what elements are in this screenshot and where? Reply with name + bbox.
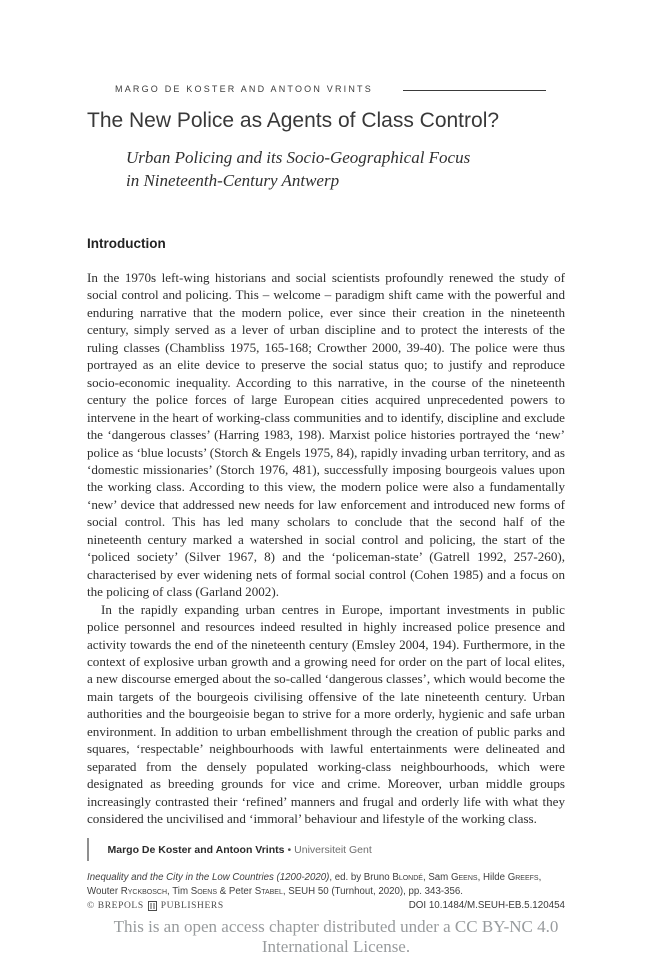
header-rule [403, 90, 546, 91]
citation-text: , ed. by Bruno [329, 872, 393, 883]
footer-affiliation: Universiteit Gent [294, 843, 372, 856]
brepols-logo-icon [148, 901, 157, 911]
license-text: This is an open access chapter distributed under a CC BY-NC 4.0 International License. [113, 917, 559, 956]
subtitle-line-2: in Nineteenth-Century Antwerp [126, 171, 340, 190]
citation-editor-surname: Ryckbosch [120, 885, 168, 897]
copyright-text: © BREPOLS [87, 900, 144, 911]
chapter-subtitle [126, 146, 566, 192]
citation-text: , [538, 872, 542, 883]
citation-text: , Tim [167, 885, 191, 897]
subtitle-line-1: Urban Policing and its Socio-Geographical Focus [126, 148, 471, 167]
citation-editor-surname: Blondé [392, 872, 423, 883]
chapter-title: The New Police as Agents of Class Control? [87, 109, 500, 132]
section-heading-introduction: Introduction [87, 236, 166, 251]
body-text [87, 269, 565, 828]
paragraph-1: In the 1970s left-wing historians and social scientists profoundly renewed the study of social control and policing. This – welcome – paradigm shift came with the powerful and enduring narrative that the modern police, ever since their creation in the nineteenth century, simply served as a lever of urban discipline and to protect the interests of the ruling classes (Chambliss 1975, 165-168; Crowther 2000, 39-40). The police were thus portrayed as an elite device to preserve the social status quo; to justify and reproduce socio-economic inequality. According to this narrative, in the course of the nineteenth century the police forces of large European cities acquired unprecedented powers to intervene in the heart of working-class communities and to identify, discipline and exclude the ‘dangerous classes’ (Harring 1983, 198). Marxist police histories portrayed the ‘new’ police as ‘blue locusts’ (Storch & Engels 1975, 84), rapidly invading urban territory, and as ‘domestic missionaries’ (Storch 1976, 481), successfully imposing bourgeois values upon the working class. According to this view, the modern police were also a fundamentally ‘new’ device that addressed new needs for law enforcement and introduced new forms of social control. This has led many scholars to conclude that the second half of the nineteenth century marked a watershed in social control and policing, the start of the ‘policed society’ (Silver 1967, 8) and the ‘policeman-state’ (Gatrell 1992, 257-260), characterised by ever widening nets of formal social control (Cohen 1985) and a focus on the policing of class (Garland 2002). [87, 270, 565, 600]
publisher-text: PUBLISHERS [160, 900, 224, 911]
citation-editor-surname: Stabel [254, 885, 283, 897]
doi-text: DOI 10.1484/M.SEUH-EB.5.120454 [408, 900, 565, 911]
citation-book-title: Inequality and the City in the Low Countries (1200-2020) [87, 872, 330, 883]
citation-text: , SEUH 50 (Turnhout, 2020), pp. 343-356. [282, 885, 463, 897]
paragraph-2: In the rapidly expanding urban centres in Europe, important investments in public police personnel and resources indeed resulted in highly increased police presence and activity towards the end of the nineteenth century (Emsley 2004, 194). Furthermore, in the context of explosive urban growth and a growing need for order on the part of local elites, a new discourse emerged about the so-called ‘dangerous classes’, which would become the main targets of the bourgeois civilising offensive of the late nineteenth century. Urban authorities and the bourgeoisie began to strive for a more orderly, hygienic and safe urban environment. In addition to urban embellishment through the creation of public parks and squares, ‘respectable’ neighbourhoods with lawful entertainments were delineated and separated from the densely populated working-class neighbourhoods, which were designated as breeding grounds for vice and crime. Moreover, urban middle groups increasingly contrasted their ‘refined’ manners and frugal and orderly life with what they considered the uncivilised and ‘immoral’ behaviour and lifestyle of the working class. [87, 601, 565, 827]
citation-text: Wouter [87, 885, 121, 897]
volume-citation [87, 871, 579, 898]
open-access-license-note [0, 917, 672, 957]
citation-text: , Hilde [477, 872, 508, 883]
publisher-imprint [87, 901, 224, 911]
citation-editor-surname: Greefs [507, 872, 539, 883]
imprint-row [87, 900, 565, 911]
author-line [108, 844, 372, 856]
footer-author-names: Margo De Koster and Antoon Vrints [107, 843, 285, 856]
bullet-separator: • [287, 843, 292, 856]
author-strip-rule [87, 838, 89, 861]
citation-editor-surname: Geens [450, 872, 478, 883]
author-affiliation-strip [87, 838, 372, 861]
citation-text: , Sam [422, 872, 451, 883]
citation-editor-surname: Soens [190, 885, 218, 897]
citation-text: & Peter [217, 885, 255, 897]
running-head-authors: MARGO DE KOSTER AND ANTOON VRINTS [115, 84, 373, 94]
